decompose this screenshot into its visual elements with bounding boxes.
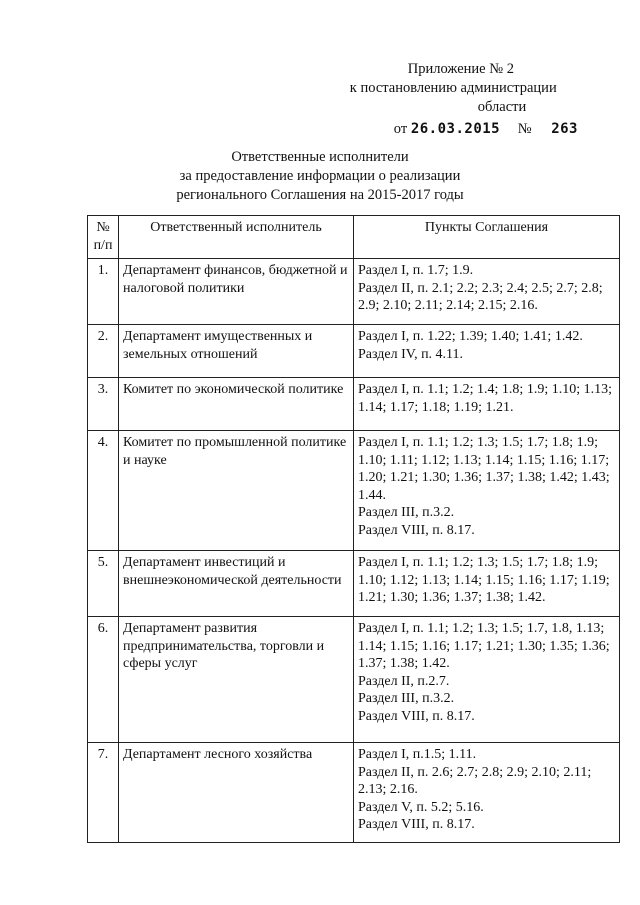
title-line-3: регионального Соглашения на 2015-2017 годы xyxy=(176,187,464,203)
row-points xyxy=(354,617,620,743)
row-points xyxy=(354,325,620,378)
number-sign: № xyxy=(517,121,532,137)
row-executor: Комитет по промышленной политике и науке xyxy=(119,431,354,551)
row-number: 6. xyxy=(88,617,119,743)
points-line: Раздел V, п. 5.2; 5.16. xyxy=(358,799,484,815)
points-line: Раздел I, п. 1.1; 1.2; 1.3; 1.5; 1.7; 1.8; 1.9; 1.10; 1.12; 1.13; 1.14; 1.15; 1.16; 1.17; 1.19; 1.21; 1.30; 1.36; 1.37; 1.38; 1.42. xyxy=(358,555,610,605)
title-line-1: Ответственные исполнители xyxy=(231,149,409,165)
points-line: Раздел VIII, п. 8.17. xyxy=(358,522,475,538)
row-points xyxy=(354,378,620,431)
appendix-title: Приложение № 2 xyxy=(407,61,514,77)
row-number: 1. xyxy=(88,259,119,325)
points-line: Раздел I, п. 1.1; 1.2; 1.3; 1.5; 1.7, 1.8, 1.13; 1.14; 1.15; 1.16; 1.17; 1.21; 1.30; 1.35; 1.36; 1.37; 1.38; 1.42. xyxy=(358,621,610,671)
title-line-2: за предоставление информации о реализации xyxy=(179,168,461,184)
row-number: 3. xyxy=(88,378,119,431)
row-executor: Комитет по экономической политике xyxy=(119,378,354,431)
row-points xyxy=(354,551,620,617)
table-row xyxy=(88,431,620,551)
table-row xyxy=(88,259,620,325)
table-row xyxy=(88,325,620,378)
number-stamp: 263 xyxy=(551,121,578,137)
points-line: Раздел I, п. 1.7; 1.9. xyxy=(358,263,474,278)
points-line: Раздел I, п. 1.1; 1.2; 1.4; 1.8; 1.9; 1.10; 1.13; 1.14; 1.17; 1.18; 1.19; 1.21. xyxy=(358,382,612,415)
table-row xyxy=(88,743,620,843)
appendix-block xyxy=(350,60,578,139)
points-line: Раздел III, п.3.2. xyxy=(358,691,455,706)
appendix-date-line xyxy=(350,120,578,139)
date-prefix: от xyxy=(393,121,408,137)
table-row xyxy=(88,551,620,617)
points-line: Раздел I, п. 1.1; 1.2; 1.3; 1.5; 1.7; 1.8; 1.9; 1.10; 1.11; 1.12; 1.13; 1.14; 1.15; 1.16; 1.17; 1.20; 1.21; 1.30; 1.36; 1.37; 1.38; 1.42; 1.43; 1.44. xyxy=(358,435,610,503)
row-number: 2. xyxy=(88,325,119,378)
row-executor: Департамент развития предпринимательства, торговли и сферы услуг xyxy=(119,617,354,743)
row-executor: Департамент имущественных и земельных отношений xyxy=(119,325,354,378)
row-number: 4. xyxy=(88,431,119,551)
date-stamp: 26.03.2015 xyxy=(410,121,501,137)
row-number: 7. xyxy=(88,743,119,843)
appendix-reference: к постановлению администрации xyxy=(349,80,557,96)
points-line: Раздел IV, п. 4.11. xyxy=(358,346,464,362)
points-line: Раздел VIII, п. 8.17. xyxy=(358,708,475,724)
points-line: Раздел I, п. 1.22; 1.39; 1.40; 1.41; 1.42. xyxy=(358,329,583,344)
points-line: Раздел II, п. 2.6; 2.7; 2.8; 2.9; 2.10; 2.11; 2.13; 2.16. xyxy=(358,764,592,797)
row-executor: Департамент финансов, бюджетной и налоговой политики xyxy=(119,259,354,325)
points-line: Раздел II, п.2.7. xyxy=(358,673,450,689)
row-executor: Департамент инвестиций и внешнеэкономической деятельности xyxy=(119,551,354,617)
header-num: № п/п xyxy=(88,216,119,259)
points-line: Раздел I, п.1.5; 1.11. xyxy=(358,747,477,762)
header-executor: Ответственный исполнитель xyxy=(119,216,354,259)
row-executor: Департамент лесного хозяйства xyxy=(119,743,354,843)
table-header-row xyxy=(88,216,620,259)
points-line: Раздел III, п.3.2. xyxy=(358,505,455,520)
row-points xyxy=(354,431,620,551)
points-line: Раздел II, п. 2.1; 2.2; 2.3; 2.4; 2.5; 2.7; 2.8; 2.9; 2.10; 2.11; 2.14; 2.15; 2.16. xyxy=(358,280,603,313)
row-points xyxy=(354,259,620,325)
points-line: Раздел VIII, п. 8.17. xyxy=(358,817,475,832)
table-body xyxy=(88,259,620,843)
executors-table xyxy=(87,215,620,843)
header-points: Пункты Соглашения xyxy=(354,216,620,259)
row-points xyxy=(354,743,620,843)
appendix-region: области xyxy=(477,99,527,115)
table-row xyxy=(88,617,620,743)
table-row xyxy=(88,378,620,431)
row-number: 5. xyxy=(88,551,119,617)
document-title xyxy=(0,148,640,205)
